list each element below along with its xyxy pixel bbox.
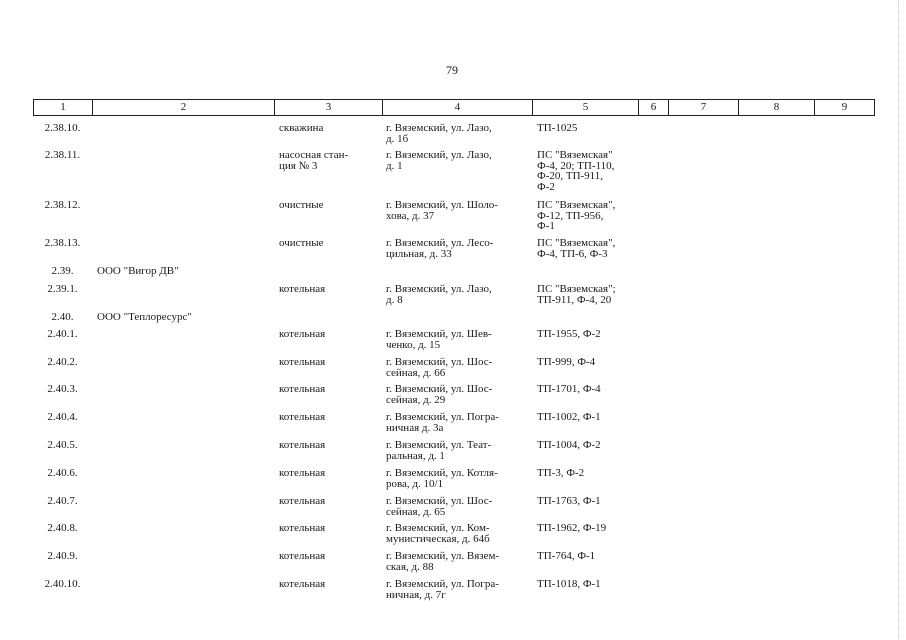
row-number: 2.40.: [51, 311, 74, 323]
object-type: [279, 238, 323, 249]
header-cell-2: 2: [93, 100, 275, 115]
power-source-line: ТП-1701, Ф-4: [537, 383, 601, 395]
power-source-line: ТП-1002, Ф-1: [537, 411, 601, 423]
row-number: 2.40.4.: [47, 411, 78, 423]
power-source: [537, 551, 595, 562]
power-source-line: ТП-764, Ф-1: [537, 550, 596, 562]
power-source-line: ТП-911, Ф-4, 20: [537, 293, 612, 306]
address-line: сейная, д. 29: [386, 393, 446, 406]
object-type-line: котельная: [279, 283, 326, 295]
power-source: [537, 357, 595, 368]
object-type: [279, 523, 325, 534]
address-line: г. Вяземский, ул. Котля-: [386, 467, 498, 479]
header-cell-6: 6: [639, 100, 669, 115]
address: [386, 440, 491, 461]
object-type: [279, 123, 323, 134]
row-number: 2.40.10.: [44, 578, 81, 590]
address: [386, 384, 492, 405]
row-number: 2.40.9.: [47, 550, 78, 562]
object-type: [279, 440, 325, 451]
header-cell-5: 5: [533, 100, 639, 115]
address: [386, 200, 498, 221]
address: [386, 150, 492, 171]
object-type: [279, 412, 325, 423]
address-line: д. 1: [386, 159, 403, 172]
address-line: г. Вяземский, ул. Лесо-: [386, 237, 494, 249]
object-type-line: котельная: [279, 578, 326, 590]
row-number: 2.40.8.: [47, 522, 78, 534]
object-type-line: котельная: [279, 411, 326, 423]
address-line: мунистическая, д. 64б: [386, 532, 490, 545]
power-source-line: Ф-12, ТП-956,: [537, 209, 604, 222]
row-number: 2.40.2.: [47, 356, 78, 368]
address-line: ничная д. 3а: [386, 421, 444, 434]
power-source-line: ТП-1025: [537, 122, 578, 134]
row-number: 2.39.: [51, 265, 74, 277]
address-line: хова, д. 37: [386, 209, 435, 222]
address: [386, 523, 490, 544]
power-source: [537, 384, 601, 395]
power-source: [537, 579, 601, 590]
object-type: [279, 551, 325, 562]
power-source: [537, 284, 616, 305]
power-source-line: ТП-1018, Ф-1: [537, 578, 601, 590]
address: [386, 357, 492, 378]
power-source-line: ПС "Вяземская";: [537, 283, 616, 295]
power-source-line: Ф-20, ТП-911,: [537, 170, 604, 182]
power-source-line: ТП-1763, Ф-1: [537, 495, 601, 507]
address-line: г. Вяземский, ул. Шос-: [386, 383, 493, 395]
organization-name: ООО "Теплоресурс": [97, 311, 192, 323]
address-line: цильная, д. 33: [386, 247, 452, 260]
address-line: ченко, д. 15: [386, 338, 441, 351]
address-line: г. Вяземский, ул. Лазо,: [386, 283, 492, 295]
power-source: [537, 523, 606, 534]
address-line: г. Вяземский, ул. Погра-: [386, 578, 499, 590]
row-number: 2.38.11.: [44, 149, 81, 161]
object-type-line: очистные: [279, 237, 324, 249]
object-type-line: котельная: [279, 383, 326, 395]
row-number: 2.38.12.: [44, 199, 81, 211]
object-type: [279, 579, 325, 590]
address-line: г. Вяземский, ул. Шос-: [386, 495, 493, 507]
object-type-line: котельная: [279, 328, 326, 340]
power-source: [537, 200, 615, 232]
power-source-line: ТП-1955, Ф-2: [537, 328, 601, 340]
power-source-line: ПС "Вяземская",: [537, 199, 616, 211]
header-cell-8: 8: [739, 100, 815, 115]
address: [386, 329, 492, 350]
power-source-line: ТП-1004, Ф-2: [537, 439, 601, 451]
address-line: г. Вяземский, ул. Шоло-: [386, 199, 498, 211]
address-line: ральная, д. 1: [386, 449, 445, 462]
address: [386, 468, 498, 489]
address: [386, 238, 493, 259]
power-source-line: ТП-1962, Ф-19: [537, 522, 607, 534]
organization-name: ООО "Вигор ДВ": [97, 265, 179, 277]
row-number: 2.40.5.: [47, 439, 78, 451]
object-type-line: котельная: [279, 356, 326, 368]
address-line: рова, д. 10/1: [386, 477, 444, 490]
object-type-line: скважина: [279, 122, 324, 134]
address-line: ская, д. 88: [386, 560, 434, 573]
object-type-line: очистные: [279, 199, 324, 211]
row-number: 2.40.7.: [47, 495, 78, 507]
power-source-line: ПС "Вяземская": [537, 149, 613, 161]
header-cell-1: 1: [34, 100, 93, 115]
address: [386, 496, 492, 517]
object-type-line: насосная стан-: [279, 149, 349, 161]
object-type-line: котельная: [279, 495, 326, 507]
power-source-line: Ф-2: [537, 180, 555, 193]
address-line: г. Вяземский, ул. Шос-: [386, 356, 493, 368]
row-number: 2.40.3.: [47, 383, 78, 395]
address-line: г. Вяземский, ул. Вязем-: [386, 550, 500, 562]
address-line: д. 8: [386, 293, 403, 306]
address: [386, 412, 499, 433]
power-source: [537, 412, 601, 423]
power-source-line: ПС "Вяземская",: [537, 237, 616, 249]
object-type: [279, 357, 325, 368]
object-type-line: ция № 3: [279, 159, 318, 172]
object-type: [279, 329, 325, 340]
row-number: 2.40.1.: [47, 328, 78, 340]
address: [386, 123, 492, 144]
address-line: г. Вяземский, ул. Погра-: [386, 411, 499, 423]
row-number: 2.40.6.: [47, 467, 78, 479]
object-type-line: котельная: [279, 550, 326, 562]
object-type: [279, 384, 325, 395]
address: [386, 579, 499, 600]
power-source-line: Ф-4, 20; ТП-110,: [537, 159, 615, 172]
address-line: г. Вяземский, ул. Лазо,: [386, 122, 492, 134]
row-number: 2.38.13.: [44, 237, 81, 249]
object-type-line: котельная: [279, 522, 326, 534]
power-source: [537, 329, 601, 340]
object-type-line: котельная: [279, 439, 326, 451]
row-number: 2.38.10.: [44, 122, 81, 134]
address: [386, 284, 492, 305]
address-line: сейная, д. 66: [386, 366, 446, 379]
page-number: 79: [446, 63, 458, 77]
header-cell-7: 7: [669, 100, 739, 115]
header-cell-9: 9: [815, 100, 875, 115]
address-line: ничная, д. 7г: [386, 588, 446, 601]
power-source: [537, 150, 614, 192]
object-type: [279, 284, 325, 295]
address-line: г. Вяземский, ул. Шев-: [386, 328, 492, 340]
power-source: [537, 496, 601, 507]
address-line: сейная, д. 65: [386, 505, 446, 518]
object-type-line: котельная: [279, 467, 326, 479]
power-source-line: ТП-3, Ф-2: [537, 467, 585, 479]
power-source: [537, 468, 584, 479]
header-cell-4: 4: [383, 100, 533, 115]
power-source: [537, 238, 615, 259]
address-line: г. Вяземский, ул. Лазо,: [386, 149, 492, 161]
object-type: [279, 200, 323, 211]
power-source: [537, 440, 601, 451]
address-line: д. 1б: [386, 132, 409, 145]
address-line: г. Вяземский, ул. Ком-: [386, 522, 490, 534]
power-source: [537, 123, 577, 134]
row-number: 2.39.1.: [47, 283, 78, 295]
power-source-line: Ф-4, ТП-6, Ф-3: [537, 247, 608, 260]
object-type: [279, 150, 348, 171]
power-source-line: ТП-999, Ф-4: [537, 356, 596, 368]
address: [386, 551, 499, 572]
object-type: [279, 468, 325, 479]
power-source-line: Ф-1: [537, 220, 555, 232]
address-line: г. Вяземский, ул. Теат-: [386, 439, 492, 451]
header-cell-3: 3: [275, 100, 383, 115]
object-type: [279, 496, 325, 507]
